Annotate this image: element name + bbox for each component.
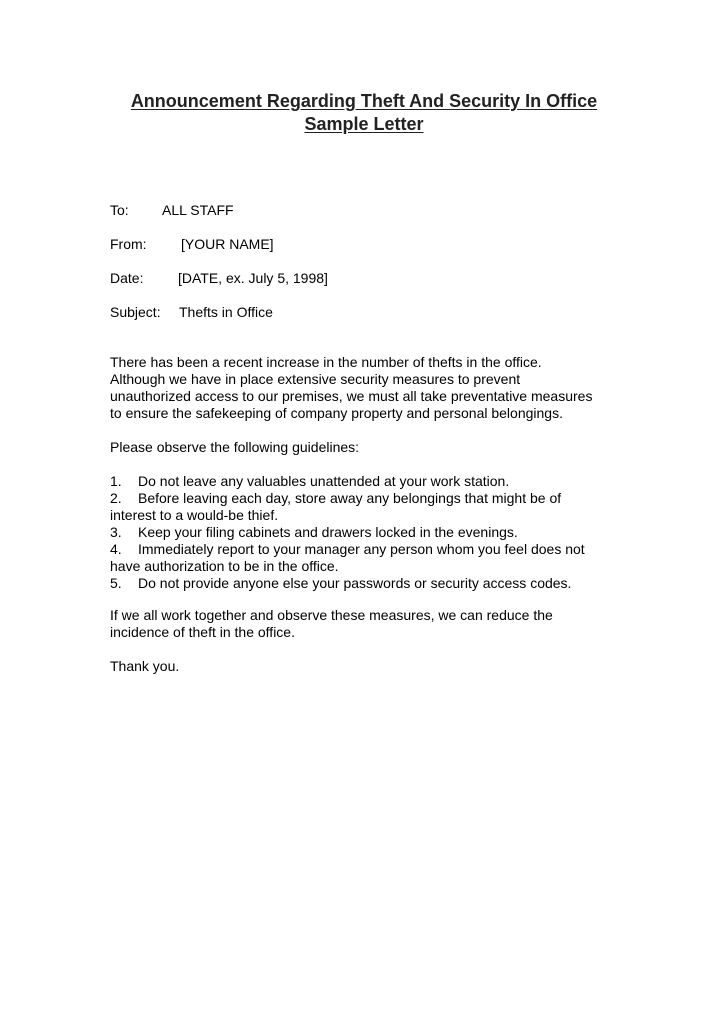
list-text: Immediately report to your manager any person whom you feel does not <box>138 541 585 557</box>
list-item <box>110 575 630 592</box>
date-label: Date: <box>110 270 144 286</box>
from-value: [YOUR NAME] <box>181 236 274 252</box>
list-number: 4. <box>110 541 122 557</box>
list-number: 3. <box>110 524 122 540</box>
closing-paragraph <box>110 607 630 641</box>
list-item <box>110 490 630 524</box>
list-text-continued: interest to a would-be thief. <box>110 507 279 523</box>
intro-line: to ensure the safekeeping of company property and personal belongings. <box>110 405 563 421</box>
signoff-text: Thank you. <box>110 658 180 674</box>
to-line <box>110 202 234 219</box>
from-label: From: <box>110 236 147 252</box>
list-number: 5. <box>110 575 122 591</box>
list-text-continued: have authorization to be in the office. <box>110 558 339 574</box>
intro-line: Although we have in place extensive security measures to prevent <box>110 371 521 387</box>
page-title <box>100 90 628 136</box>
list-text: Keep your filing cabinets and drawers locked in the evenings. <box>138 524 518 540</box>
list-item <box>110 473 630 490</box>
to-label: To: <box>110 202 129 218</box>
list-text: Before leaving each day, store away any belongings that might be of <box>138 490 562 506</box>
date-value: [DATE, ex. July 5, 1998] <box>178 270 328 286</box>
closing-line: incidence of theft in the office. <box>110 624 295 640</box>
list-item <box>110 541 630 575</box>
date-line <box>110 270 328 287</box>
guidelines-list <box>110 473 630 592</box>
signoff <box>110 658 630 675</box>
guidelines-heading <box>110 439 630 456</box>
intro-paragraph <box>110 354 630 422</box>
intro-line: There has been a recent increase in the number of thefts in the office. <box>110 354 542 370</box>
subject-label: Subject: <box>110 304 161 320</box>
title-line-1: Announcement Regarding Theft And Security In Office <box>130 91 598 111</box>
from-line <box>110 236 274 253</box>
list-number: 2. <box>110 490 122 506</box>
title-line-2: Sample Letter <box>304 114 424 134</box>
closing-line: If we all work together and observe these measures, we can reduce the <box>110 607 553 623</box>
guidelines-heading-text: Please observe the following guidelines: <box>110 439 360 455</box>
intro-line: unauthorized access to our premises, we must all take preventative measures <box>110 388 593 404</box>
list-item <box>110 524 630 541</box>
list-text: Do not leave any valuables unattended at your work station. <box>138 473 510 489</box>
subject-value: Thefts in Office <box>179 304 273 320</box>
to-value: ALL STAFF <box>162 202 234 218</box>
list-text: Do not provide anyone else your passwords or security access codes. <box>138 575 572 591</box>
subject-line <box>110 304 273 321</box>
list-number: 1. <box>110 473 122 489</box>
